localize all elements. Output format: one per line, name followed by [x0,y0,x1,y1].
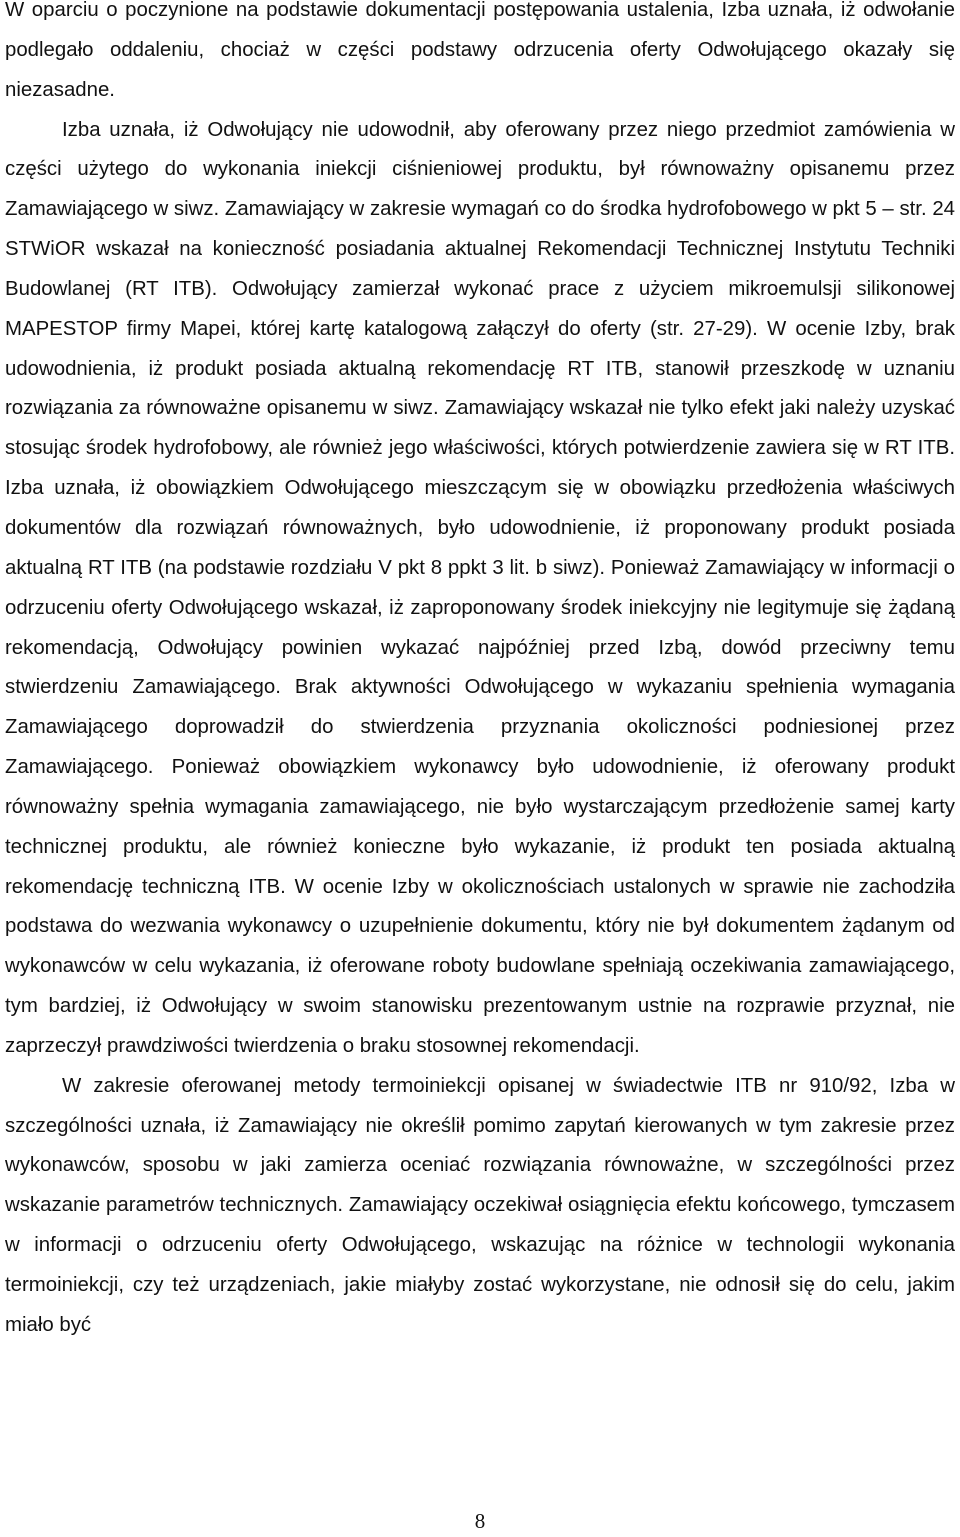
paragraph-3: W zakresie oferowanej metody termoiniekcji opisanej w świadectwie ITB nr 910/92, Izba w szczególności uznała, iż Zamawiający nie określił pomimo zapytań kierowanych w tym zakresie przez wykonawców, sposobu w jaki zamierza oceniać rozwiązania równoważne, w szczególności przez wskazanie parametrów technicznych. Zamawiający oczekiwał osiągnięcia efektu końcowego, tymczasem w informacji o odrzuceniu oferty Odwołującego, wskazując na różnice w technologii wykonania termoiniekcji, czy też urządzeniach, jakie miałyby zostać wykorzystane, nie odnosił się do celu, jakim miało być [5,1074,955,1336]
paragraph-2: Izba uznała, iż Odwołujący nie udowodnił, aby oferowany przez niego przedmiot zamówienia w części użytego do wykonania iniekcji ciśnieniowej produktu, był równoważny opisanemu przez Zamawiającego w siwz. Zamawiający w zakresie wymagań co do środka hydrofobowego w pkt 5 – str. 24 STWiOR wskazał na konieczność posiadania aktualnej Rekomendacji Technicznej Instytutu Techniki Budowlanej (RT ITB). Odwołujący zamierzał wykonać prace z użyciem mikroemulsji silikonowej MAPESTOP firmy Mapei, której kartę katalogową załączył do oferty (str. 27-29). W ocenie Izby, brak udowodnienia, iż produkt posiada aktualną rekomendację RT ITB, stanowił przeszkodę w uznaniu rozwiązania za równoważne opisanemu w siwz. Zamawiający wskazał nie tylko efekt jaki należy uzyskać stosując środek hydrofobowy, ale również jego właściwości, których potwierdzenie zawiera się w RT ITB. Izba uznała, iż obowiązkiem Odwołującego mieszczącym się w obowiązku przedłożenia właściwych dokumentów dla rozwiązań równoważnych, było udowodnienie, iż proponowany produkt posiada aktualną RT ITB (na podstawie rozdziału V pkt 8 ppkt 3 lit. b siwz). Ponieważ Zamawiający w informacji o odrzuceniu oferty Odwołującego wskazał, iż zaproponowany środek iniekcyjny nie legitymuje się żądaną rekomendacją, Odwołujący powinien wykazać najpóźniej przed Izbą, dowód przeciwny temu stwierdzeniu Zamawiającego. Brak aktywności Odwołującego w wykazaniu spełnienia wymagania Zamawiającego doprowadził do stwierdzenia przyznania okoliczności podniesionej przez Zamawiającego. Ponieważ obowiązkiem wykonawcy było udowodnienie, iż oferowany produkt równoważny spełnia wymagania zamawiającego, nie było wystarczającym przedłożenie samej karty technicznej produktu, ale również konieczne było wykazanie, iż produkt ten posiada aktualną rekomendację techniczną ITB. W ocenie Izby w okolicznościach ustalonych w sprawie nie zachodziła podstawa do wezwania wykonawcy o uzupełnienie dokumentu, który nie był dokumentem żądanym od wykonawców w celu wykazania, iż oferowane roboty budowlane spełniają oczekiwania zamawiającego, tym bardziej, iż Odwołujący w swoim stanowisku prezentowanym ustnie na rozprawie przyznał, nie zaprzeczył prawdziwości twierdzenia o braku stosownej rekomendacji. [5,118,955,1057]
document-page [5,0,955,1346]
page-number: 8 [474,1509,486,1533]
paragraph-1: W oparciu o poczynione na podstawie dokumentacji postępowania ustalenia, Izba uznała, iż odwołanie podlegało oddaleniu, chociaż w części podstawy odrzucenia oferty Odwołującego okazały się niezasadne. [5,0,955,101]
